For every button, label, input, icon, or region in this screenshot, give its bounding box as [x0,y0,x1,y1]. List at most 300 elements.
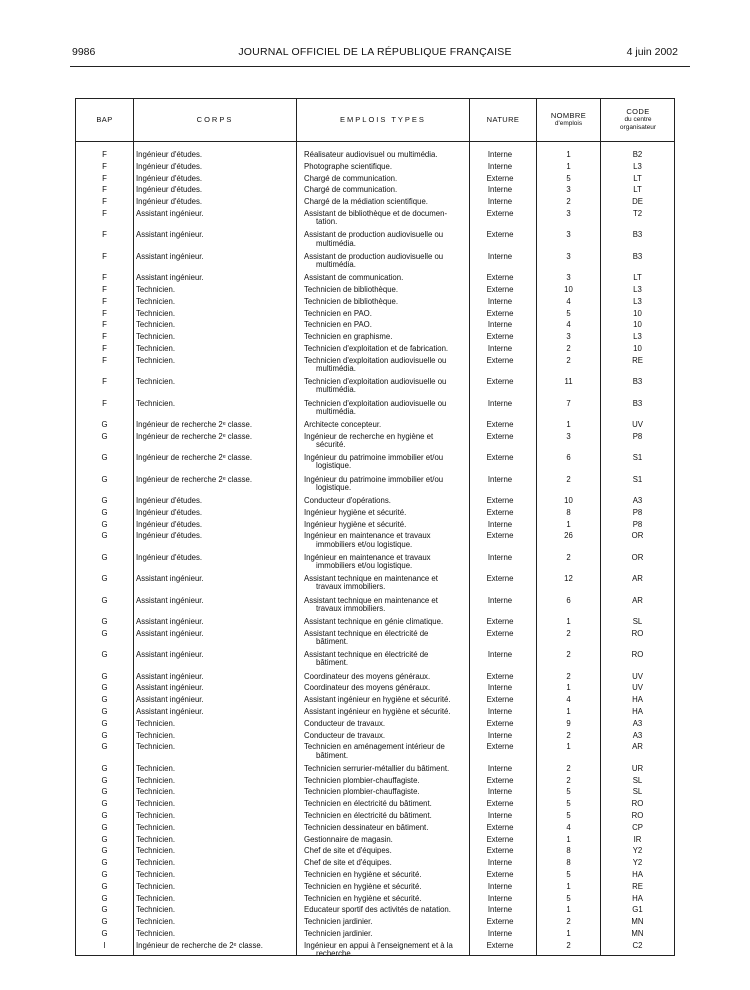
cell-corps: Ingénieur de recherche 2ᵉ classe. [136,420,253,429]
cell-corps: Technicien. [136,822,176,832]
cell-emploi-line: logistique. [316,482,352,492]
cell-corps: Ingénieur d'études. [136,197,203,207]
cell-nature: Externe [486,718,514,728]
cell-nature: Interne [487,763,513,773]
cell-emploi-line: multimédia. [316,385,356,395]
cell-emploi [304,847,464,855]
cell-emploi [304,777,464,785]
cell-nature: Interne [487,552,513,562]
cell-bap: F [102,296,107,306]
cell-emploi-line: travaux immobiliers. [316,603,386,613]
header-corps: CORPS [196,115,234,124]
cell-corps: Technicien. [136,742,176,752]
cell-code: L3 [633,161,642,171]
cell-corps: Technicien. [136,787,176,797]
cell-bap: G [101,905,108,915]
cell-corps: Assistant ingénieur. [136,251,204,261]
cell-nombre: 9 [566,718,571,728]
cell-nombre: 1 [566,683,571,693]
cell-nature: Externe [486,834,514,844]
cell-emploi-line: Technicien en graphisme. [304,332,393,342]
cell-nombre: 4 [566,320,571,330]
cell-code: AR [632,574,643,584]
cell-nombre: 6 [566,453,571,463]
cell-code: RE [632,881,643,891]
cell-code: RE [632,355,643,365]
cell-corps: Technicien. [136,398,176,408]
cell-bap: G [101,811,108,820]
cell-bap: G [101,742,108,752]
cell-emploi-line: Technicien en hygiène et sécurité. [304,893,422,903]
cell-emploi-line: Conducteur de travaux. [304,718,386,728]
cell-code: SL [632,787,643,797]
cell-bap: G [101,929,108,938]
cell-emploi [304,298,464,306]
cell-code: AR [632,595,643,605]
cell-emploi [304,310,464,318]
cell-bap: F [102,197,107,207]
cell-corps: Assistant ingénieur. [136,209,204,218]
cell-bap: G [101,519,108,529]
cell-nature: Interne [487,905,513,915]
cell-emploi [304,942,464,958]
cell-emploi-line: Ingénieur en maintenance et travaux [304,552,431,562]
cell-nature: Interne [487,881,513,891]
cell-nature: Externe [486,273,514,283]
cell-bap: G [101,431,108,441]
cell-emploi-line: Ingénieur en maintenance et travaux [304,531,431,541]
cell-nature: Externe [486,742,514,752]
cell-code: UV [632,420,643,429]
cell-code: AR [632,742,643,752]
cell-nature: Externe [486,209,514,218]
cell-corps: Ingénieur d'études. [136,519,203,529]
cell-code: HA [632,707,643,716]
cell-nombre: 5 [566,893,571,903]
cell-emploi [304,274,464,282]
cell-nombre: 1 [566,929,571,938]
cell-bap: G [101,420,108,429]
cell-nature: Externe [486,420,514,429]
cell-emploi-line: Architecte concepteur. [304,420,382,429]
cell-nombre: 1 [566,742,571,752]
cell-emploi-line: tation. [316,217,338,227]
cell-code: LT [633,273,642,283]
cell-emploi-line: Technicien serrurier-métallier du bâtiment. [304,763,450,773]
cell-nombre: 3 [566,209,571,218]
cell-corps: Assistant ingénieur. [136,273,204,283]
cell-emploi-line: Assistant technique en maintenance et [304,574,438,584]
cell-corps: Assistant ingénieur. [136,617,204,626]
cell-corps: Assistant ingénieur. [136,671,204,681]
cell-bap: G [101,763,108,773]
cell-emploi [304,554,464,570]
cell-emploi-line: Technicien de bibliothèque. [304,296,399,306]
cell-nombre: 1 [566,881,571,891]
cell-code: RO [631,799,644,809]
cell-code: Y2 [632,858,643,868]
cell-corps: Ingénieur d'études. [136,161,203,171]
header-bap: BAP [96,115,113,124]
cell-emploi-line: recherche. [316,949,353,958]
cell-nombre: 4 [566,695,571,705]
cell-bap: F [102,355,107,365]
cell-emploi-line: Technicien jardinier. [304,917,373,927]
cell-emploi [304,883,464,891]
cell-bap: G [101,695,108,705]
cell-code: L3 [633,332,642,342]
cell-nature: Interne [487,296,513,306]
cell-nombre: 2 [566,474,571,484]
cell-nombre: 8 [566,846,571,856]
cell-nombre: 5 [566,173,571,183]
cell-nombre: 5 [566,870,571,879]
cell-nombre: 3 [566,273,571,283]
cell-emploi-line: Chargé de communication. [304,173,398,183]
cell-emploi-line: Technicien en PAO. [304,320,372,330]
cell-emploi [304,575,464,591]
column-divider [133,99,134,955]
cell-bap: F [102,398,107,408]
cell-nature: Externe [486,230,514,240]
cell-nature: Interne [487,595,513,605]
cell-code: UR [631,763,644,773]
cell-code: L3 [633,296,642,306]
cell-code: S1 [632,453,643,463]
cell-emploi-line: Technicien dessinateur en bâtiment. [304,822,429,832]
cell-emploi-line: multimédia. [316,260,356,269]
cell-corps: Ingénieur d'études. [136,531,203,541]
cell-emploi-line: Assistant technique en maintenance et [304,595,438,605]
cell-code: P8 [632,519,643,529]
cell-code: T2 [632,209,643,218]
cell-code: Y2 [632,846,643,856]
cell-nature: Externe [486,940,514,950]
cell-nature: Interne [487,197,513,207]
cell-corps: Ingénieur d'études. [136,552,203,562]
cell-emploi-line: bâtiment. [316,658,349,668]
cell-code: P8 [632,431,643,441]
cell-emploi [304,918,464,926]
cell-emploi [304,708,464,716]
cell-corps: Technicien. [136,355,176,365]
cell-emploi-line: Technicien plombier-chauffagiste. [304,787,420,797]
cell-bap: G [101,671,108,681]
cell-emploi [304,421,464,429]
header-code-line2: du centre [624,116,652,123]
cell-emploi-line: Assistant technique en génie climatique. [304,617,444,626]
cell-nombre: 3 [566,332,571,342]
cell-bap: G [101,650,108,660]
cell-bap: G [101,775,108,785]
cell-nature: Externe [486,285,514,294]
cell-nombre: 2 [566,730,571,740]
cell-emploi-line: Ingénieur hygiène et sécurité. [304,507,407,517]
cell-bap: F [102,161,107,171]
cell-code: HA [632,870,643,879]
cell-nombre: 12 [564,574,573,584]
cell-code: SL [632,775,643,785]
cell-corps: Technicien. [136,332,176,342]
cell-code: UV [632,671,643,681]
cell-bap: G [101,683,108,693]
cell-nombre: 5 [566,308,571,318]
cell-nombre: 4 [566,822,571,832]
cell-nombre: 5 [566,787,571,797]
cell-nature: Interne [487,811,513,820]
cell-bap: G [101,893,108,903]
cell-nature: Interne [487,251,513,261]
cell-code: MN [631,917,644,927]
cell-emploi-line: logistique. [316,461,352,471]
cell-nombre: 2 [566,197,571,207]
cell-bap: F [102,344,107,353]
cell-nature: Interne [487,150,513,159]
cell-emploi [304,788,464,796]
cell-nombre: 6 [566,595,571,605]
cell-bap: G [101,507,108,517]
column-divider [296,99,297,955]
cell-bap: G [101,552,108,562]
cell-code: B3 [632,398,643,408]
cell-nombre: 2 [566,671,571,681]
cell-nature: Interne [487,683,513,693]
cell-bap: F [102,150,107,159]
cell-emploi-line: travaux immobiliers. [316,582,386,592]
cell-corps: Technicien. [136,775,176,785]
cell-emploi-line: immobiliers et/ou logistique. [316,539,413,549]
cell-code: A3 [632,718,643,728]
cell-emploi [304,433,464,449]
cell-corps: Technicien. [136,929,176,938]
cell-emploi-line: Chef de site et d'équipes. [304,846,392,856]
cell-nombre: 5 [566,799,571,809]
cell-code: A3 [632,496,643,505]
cell-code: G1 [632,905,643,915]
header-emplois: EMPLOIS TYPES [340,115,426,124]
cell-emploi-line: Assistant technique en électricité de [304,650,429,660]
cell-emploi [304,151,464,159]
cell-nombre: 2 [566,552,571,562]
cell-corps: Technicien. [136,344,176,353]
cell-nombre: 3 [566,251,571,261]
cell-emploi-line: immobiliers et/ou logistique. [316,561,413,570]
cell-corps: Assistant ingénieur. [136,707,204,716]
page-number: 9986 [72,46,96,58]
cell-nature: Externe [486,822,514,832]
cell-code: HA [632,695,643,705]
cell-corps: Ingénieur d'études. [136,185,203,195]
cell-bap: I [103,940,106,950]
cell-emploi-line: Assistant de production audiovisuelle ou [304,251,444,261]
cell-nombre: 3 [566,230,571,240]
table-header [76,99,674,142]
cell-nature: Externe [486,507,514,517]
cell-corps: Assistant ingénieur. [136,628,204,638]
cell-bap: G [101,917,108,927]
cell-emploi-line: Assistant de communication. [304,273,404,283]
cell-nature: Interne [487,398,513,408]
cell-emploi [304,895,464,903]
cell-nombre: 10 [564,496,573,505]
cell-corps: Ingénieur de recherche 2ᵉ classe. [136,453,253,463]
cell-emploi [304,720,464,728]
cell-code: OR [631,552,644,562]
cell-nature: Interne [487,893,513,903]
cell-emploi [304,812,464,820]
cell-emploi [304,163,464,171]
cell-nature: Externe [486,332,514,342]
cell-bap: G [101,628,108,638]
cell-nombre: 8 [566,858,571,868]
cell-bap: G [101,718,108,728]
cell-emploi-line: Ingénieur de recherche en hygiène et [304,431,434,441]
cell-corps: Technicien. [136,730,176,740]
cell-emploi-line: Technicien jardinier. [304,929,373,938]
cell-emploi [304,357,464,373]
cell-nature: Externe [486,799,514,809]
cell-bap: G [101,474,108,484]
cell-code: RO [631,628,644,638]
cell-nombre: 1 [566,420,571,429]
cell-corps: Technicien. [136,846,176,856]
cell-nature: Externe [486,431,514,441]
cell-emploi [304,684,464,692]
cell-nombre: 2 [566,917,571,927]
header-code-line3: organisateur [619,124,657,131]
cell-nature: Interne [487,344,513,353]
cell-emploi-line: bâtiment. [316,637,349,646]
cell-code: C2 [632,940,643,950]
cell-emploi-line: Technicien en aménagement intérieur de [304,742,445,752]
cell-bap: F [102,332,107,342]
cell-emploi-line: Educateur sportif des activités de natation. [304,905,451,915]
cell-emploi [304,175,464,183]
cell-emploi [304,732,464,740]
header-nature: NATURE [486,115,520,124]
cell-nombre: 1 [566,707,571,716]
cell-emploi [304,630,464,646]
cell-emploi-line: bâtiment. [316,750,349,760]
cell-nombre: 4 [566,296,571,306]
cell-nature: Externe [486,496,514,505]
cell-nombre: 26 [564,531,573,541]
cell-emploi-line: multimédia. [316,238,356,248]
cell-nombre: 7 [566,398,571,408]
cell-corps: Assistant ingénieur. [136,595,204,605]
employment-table [75,98,675,956]
cell-nature: Externe [486,308,514,318]
cell-corps: Ingénieur de recherche de 2ᵉ classe. [136,940,263,950]
cell-corps: Technicien. [136,834,176,844]
cell-nombre: 5 [566,811,571,820]
cell-emploi-line: Photographe scientifique. [304,161,392,171]
header-code [601,99,675,141]
cell-bap: F [102,377,107,387]
cell-emploi-line: Technicien en électricité du bâtiment. [304,811,432,820]
cell-corps: Technicien. [136,763,176,773]
cell-nature: Interne [487,858,513,868]
cell-nombre: 2 [566,940,571,950]
cell-code: B3 [632,230,643,240]
cell-nombre: 1 [566,150,571,159]
cell-code: A3 [632,730,643,740]
cell-emploi [304,186,464,194]
cell-corps: Technicien. [136,905,176,915]
cell-emploi-line: Assistant technique en électricité de [304,628,429,638]
cell-nombre: 10 [564,285,573,294]
cell-corps: Ingénieur d'études. [136,173,203,183]
cell-code: 10 [633,344,642,353]
cell-nombre: 2 [566,650,571,660]
cell-corps: Technicien. [136,320,176,330]
cell-emploi-line: Ingénieur du patrimoine immobilier et/ou [304,453,444,463]
cell-code: LT [633,185,642,195]
cell-bap: F [102,285,107,294]
cell-bap: G [101,881,108,891]
cell-corps: Technicien. [136,308,176,318]
cell-emploi-line: Coordinateur des moyens généraux. [304,683,431,693]
cell-corps: Assistant ingénieur. [136,683,204,693]
cell-nombre: 2 [566,344,571,353]
cell-corps: Technicien. [136,917,176,927]
cell-nombre: 1 [566,519,571,529]
cell-nature: Interne [487,929,513,938]
cell-nature: Interne [487,787,513,797]
cell-code: S1 [632,474,643,484]
cell-emploi [304,673,464,681]
header-nombre-line2: d'emplois [554,120,583,127]
cell-emploi [304,836,464,844]
cell-emploi-line: Assistant de production audiovisuelle ou [304,230,444,240]
cell-code: RO [631,811,644,820]
cell-emploi-line: Technicien en PAO. [304,308,372,318]
cell-code: P8 [632,507,643,517]
cell-corps: Technicien. [136,718,176,728]
cell-emploi-line: Chargé de la médiation scientifique. [304,197,428,207]
cell-nature: Externe [486,377,514,387]
cell-emploi [304,333,464,341]
cell-emploi-line: Gestionnaire de magasin. [304,834,393,844]
cell-emploi [304,286,464,294]
cell-emploi-line: Assistant ingénieur en hygiène et sécurité. [304,707,451,716]
cell-emploi [304,743,464,759]
cell-code: B3 [632,377,643,387]
cell-code: SL [632,617,643,626]
cell-corps: Assistant ingénieur. [136,574,204,584]
cell-emploi-line: Chef de site et d'équipes. [304,858,392,868]
cell-emploi-line: Conducteur d'opérations. [304,496,391,505]
cell-emploi [304,378,464,394]
cell-corps: Ingénieur de recherche 2ᵉ classe. [136,431,253,441]
cell-emploi-line: multimédia. [316,406,356,416]
cell-bap: G [101,595,108,605]
cell-bap: G [101,787,108,797]
cell-emploi [304,253,464,269]
cell-emploi-line: sécurité. [316,440,346,449]
cell-code: 10 [633,320,642,330]
header-nombre-line1: NOMBRE [550,111,587,120]
cell-emploi-line: Ingénieur du patrimoine immobilier et/ou [304,474,444,484]
cell-nature: Externe [486,695,514,705]
cell-emploi-line: Assistant de bibliothèque et de documen- [304,209,448,218]
cell-emploi-line: Technicien d'exploitation audiovisuelle ou [304,377,447,387]
cell-corps: Ingénieur d'études. [136,496,203,505]
cell-emploi-line: Réalisateur audiovisuel ou multimédia. [304,150,438,159]
cell-corps: Assistant ingénieur. [136,695,204,705]
cell-nature: Externe [486,355,514,365]
cell-bap: F [102,308,107,318]
